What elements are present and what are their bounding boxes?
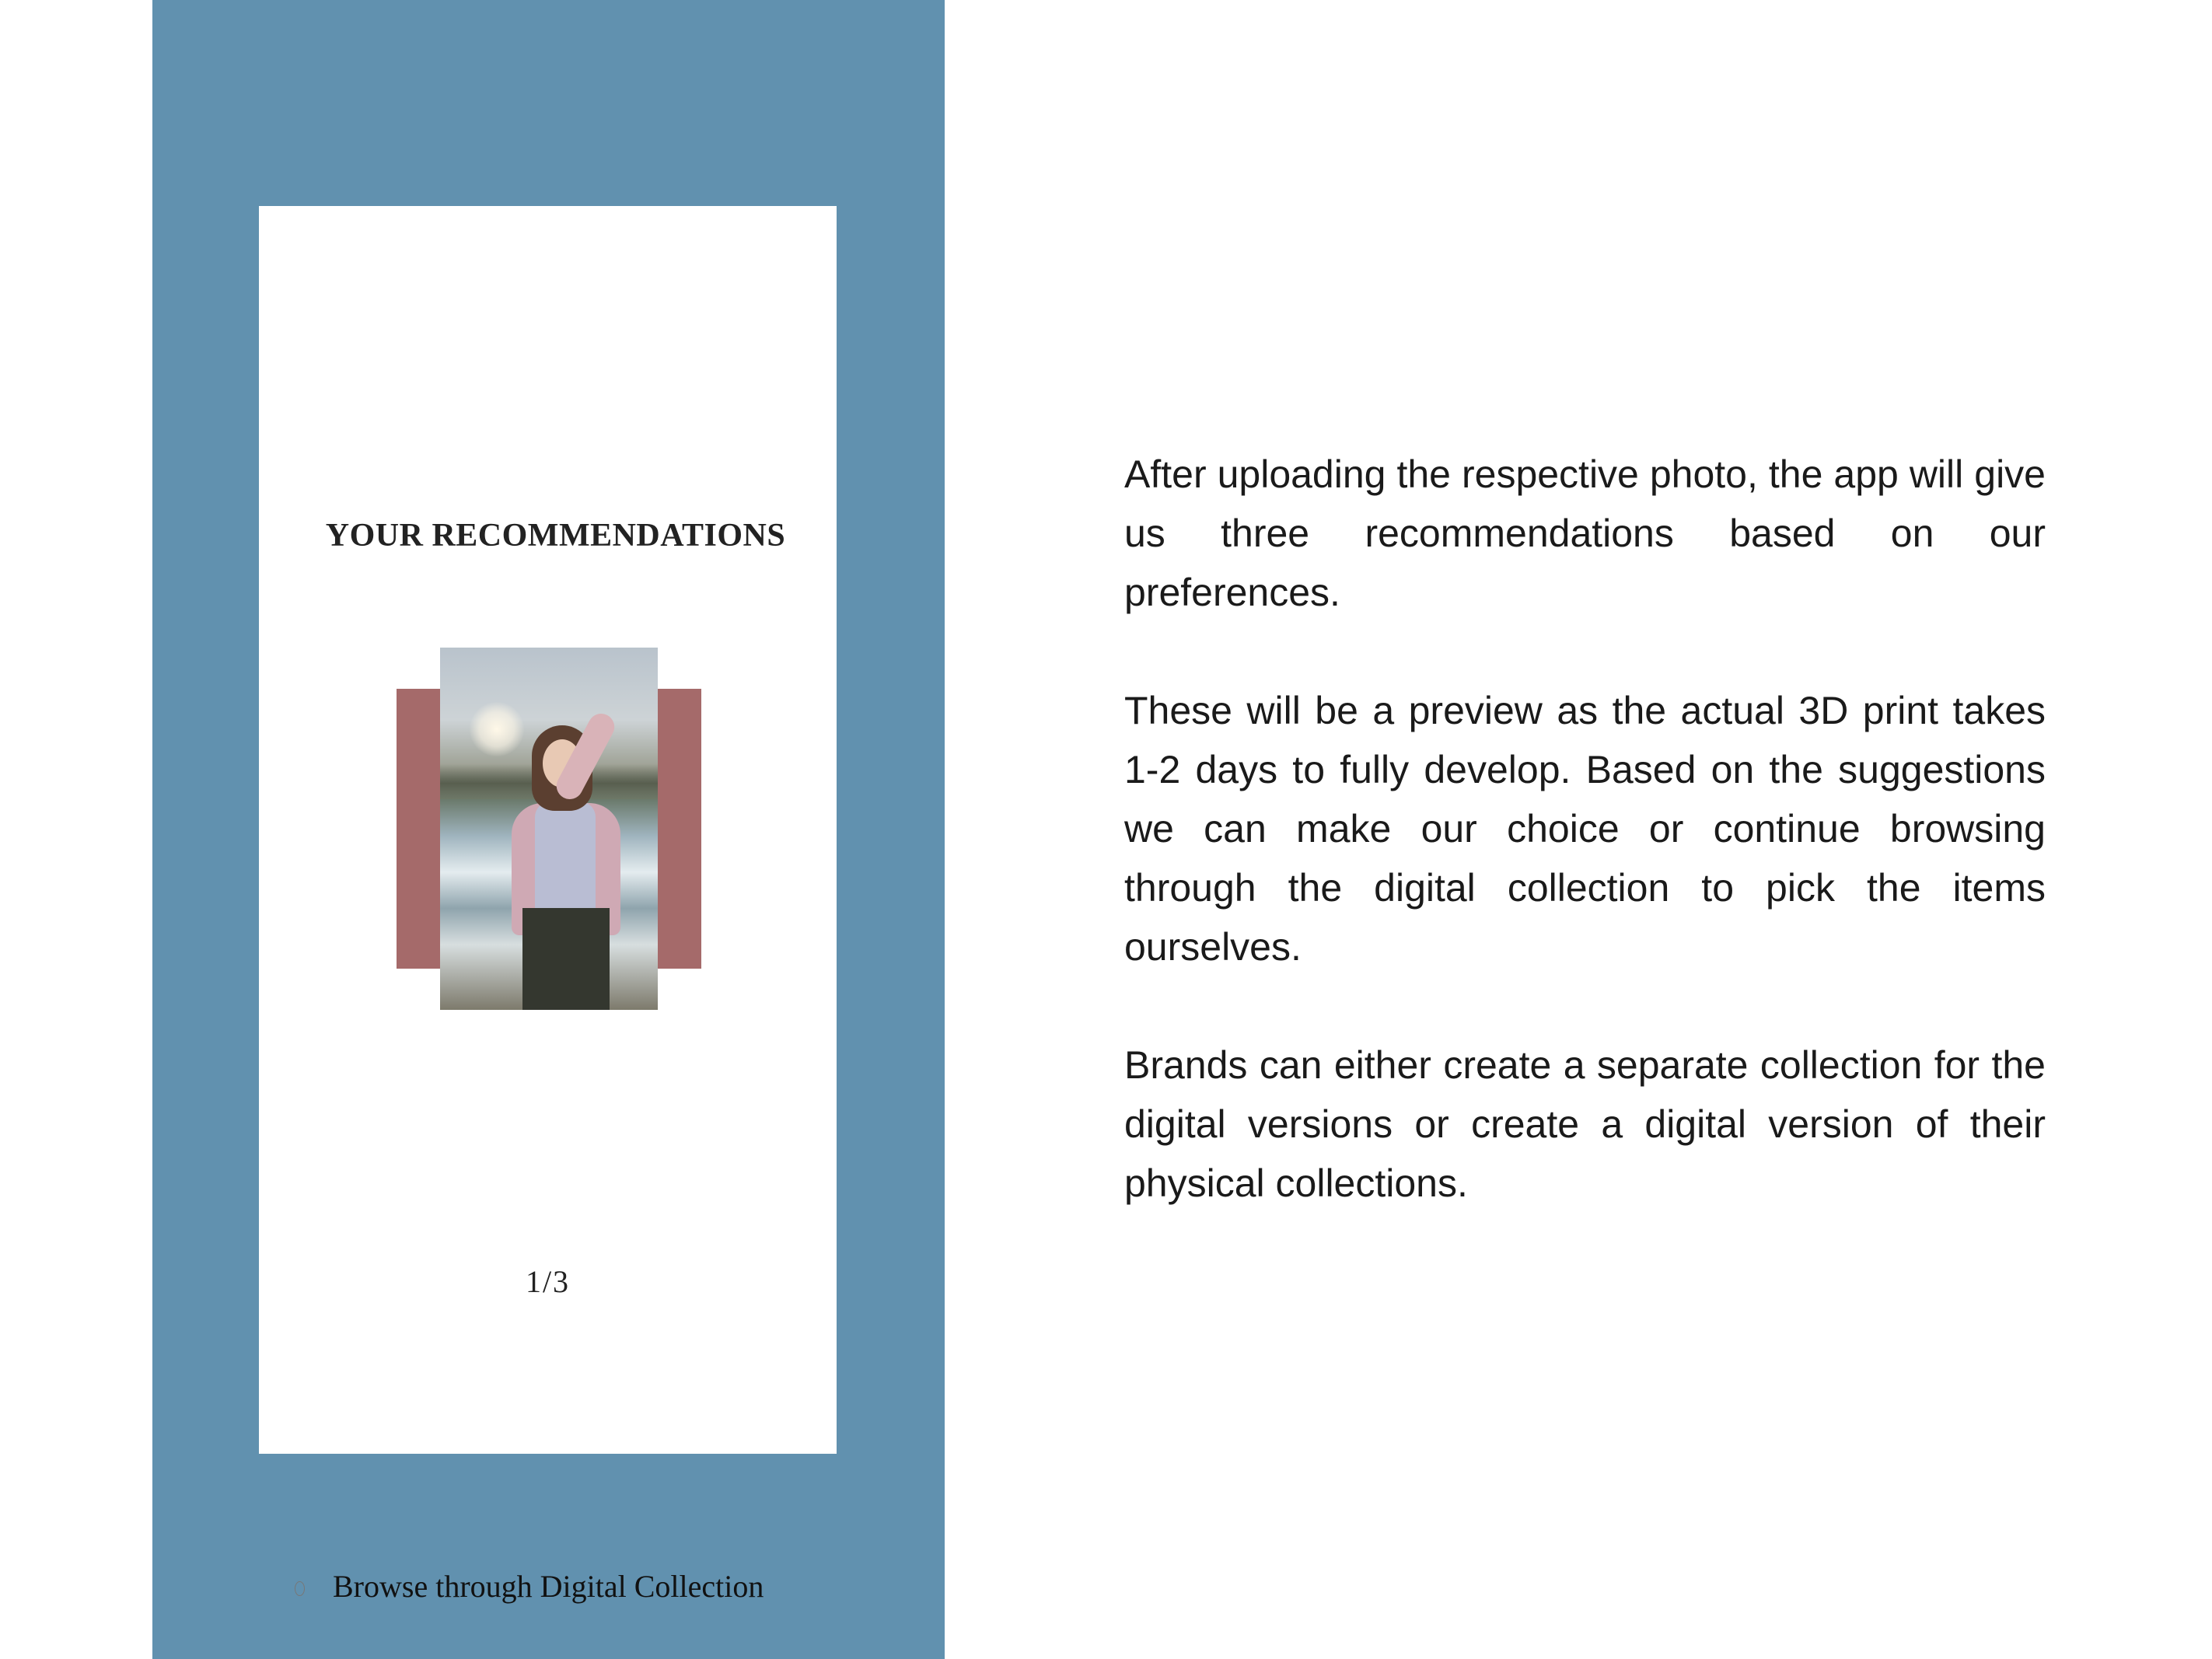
description-text [1124, 445, 2046, 1272]
previous-recommendation-card[interactable] [397, 689, 440, 969]
page-title: YOUR RECOMMENDATIONS [325, 518, 786, 554]
next-recommendation-card[interactable] [658, 689, 701, 969]
recommendation-photo[interactable] [440, 648, 658, 1010]
radio-circle-icon[interactable] [295, 1581, 305, 1596]
recommendation-carousel[interactable] [397, 648, 701, 1010]
browse-digital-collection-link[interactable] [295, 1568, 764, 1605]
browse-label: Browse through Digital Collection [333, 1569, 764, 1604]
carousel-pager: 1/3 [525, 1264, 571, 1299]
description-paragraph: After uploading the respective photo, the app will give us three recommendations based on our preferences. [1124, 452, 2046, 614]
description-paragraph: Brands can either create a separate collection for the digital versions or create a digital version of their physical collections. [1124, 1043, 2046, 1205]
description-paragraph: These will be a preview as the actual 3D print takes 1-2 days to fully develop. Based on the suggestions we can make our choice or continue browsing through the digital collection to pick the items ourselves. [1124, 689, 2046, 969]
